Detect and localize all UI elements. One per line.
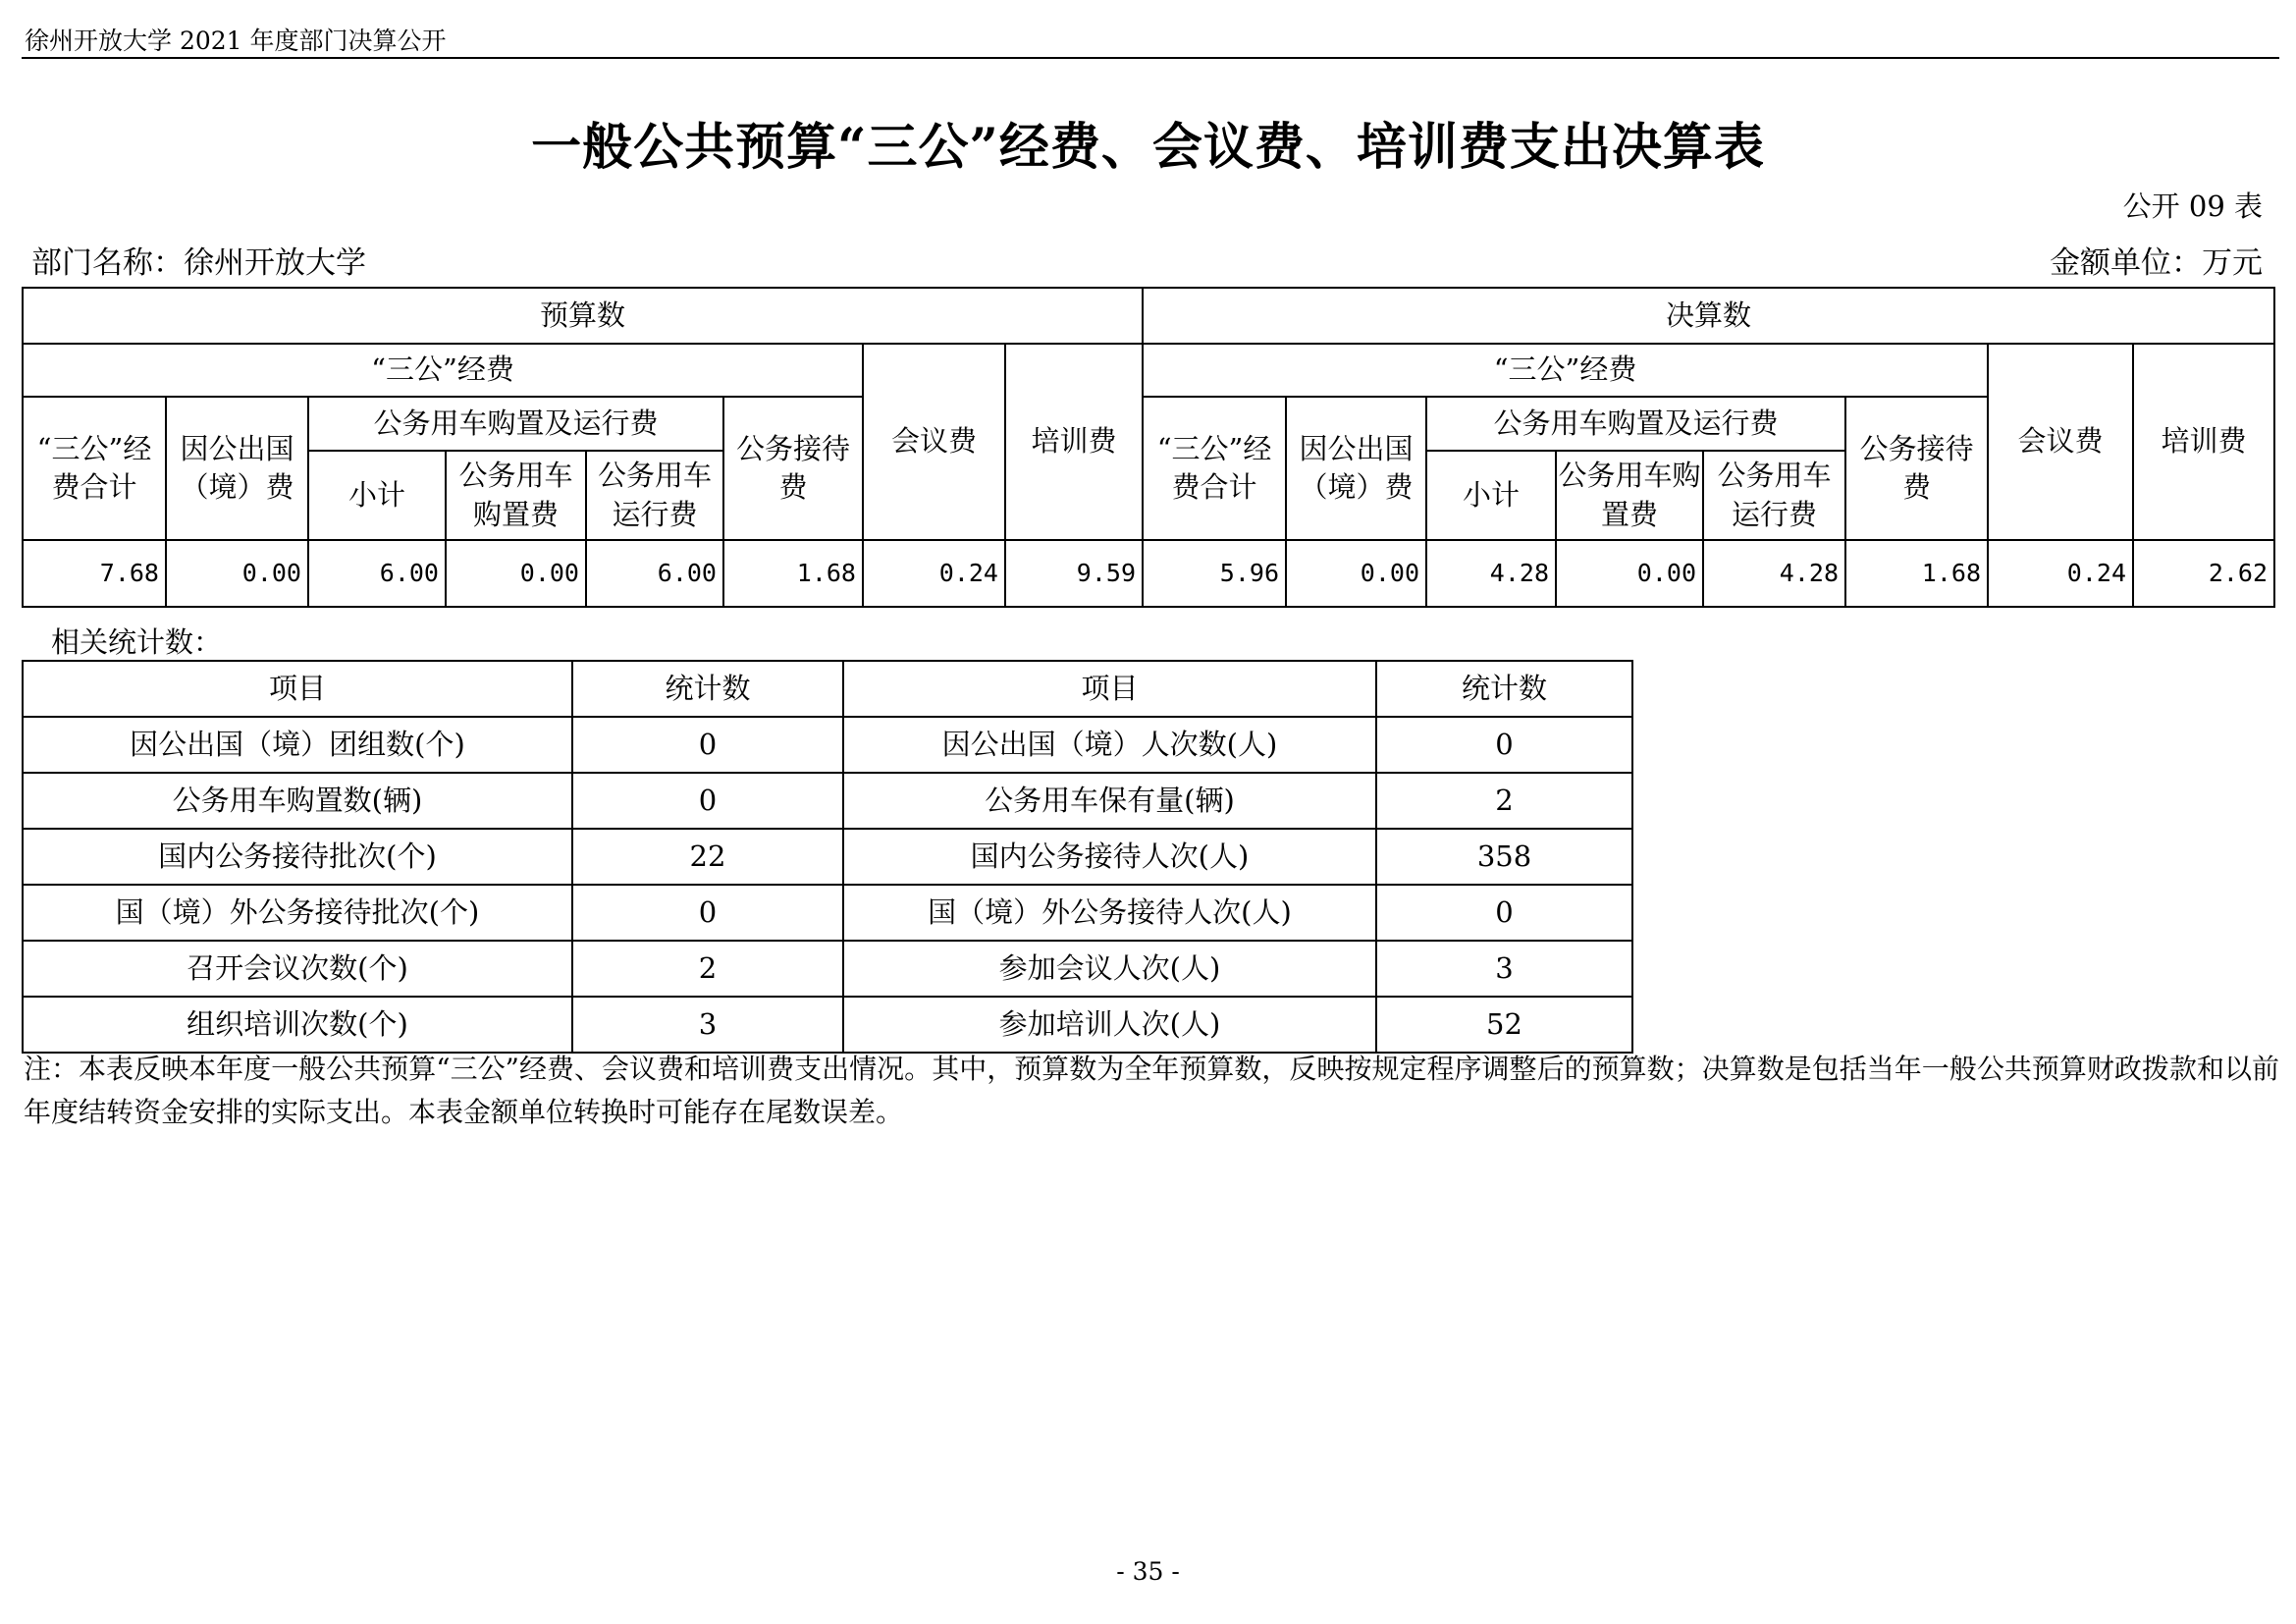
values-row	[23, 540, 2274, 607]
stats-count: 2	[572, 941, 843, 997]
page-number: - 35 -	[1116, 1557, 1180, 1586]
budget-overseas-value: 0.00	[166, 540, 308, 607]
budget-three-public-header: “三公”经费	[23, 344, 863, 397]
stats-count: 22	[572, 829, 843, 885]
stats-row	[23, 997, 1632, 1053]
stats-count: 358	[1376, 829, 1632, 885]
stats-count: 3	[572, 997, 843, 1053]
budget-vehicle-operation-value: 6.00	[586, 540, 723, 607]
stats-count: 0	[572, 717, 843, 773]
stats-label: 相关统计数：	[51, 625, 223, 659]
stats-item: 因公出国（境）人次数(人)	[843, 717, 1376, 773]
budget-three-public-total-header: “三公”经费合计	[23, 397, 166, 540]
stats-row	[23, 829, 1632, 885]
budget-reception-value: 1.68	[723, 540, 863, 607]
final-training-value: 2.62	[2133, 540, 2274, 607]
final-vehicle-header: 公务用车购置及运行费	[1426, 397, 1845, 451]
running-header: 徐州开放大学 2021 年度部门决算公开	[25, 27, 447, 55]
stats-item: 公务用车保有量(辆)	[843, 773, 1376, 829]
footnote: 注：本表反映本年度一般公共预算“三公”经费、会议费和培训费支出情况。其中，预算数为全年预算数，反映按规定程序调整后的预算数；决算数是包括当年一般公共预算财政拨款和以前年度结转资金安排的实际支出。本表金额单位转换时可能存在尾数误差。	[24, 1053, 2279, 1129]
stats-item: 公务用车购置数(辆)	[23, 773, 572, 829]
budget-vehicle-operation-header: 公务用车运行费	[586, 451, 723, 540]
stats-count: 0	[1376, 885, 1632, 941]
amount-unit: 金额单位：万元	[2050, 245, 2263, 281]
stats-table	[22, 660, 1633, 1054]
final-vehicle-purchase-value: 0.00	[1556, 540, 1703, 607]
final-three-public-total-header: “三公”经费合计	[1143, 397, 1286, 540]
budget-three-public-total-value: 7.68	[23, 540, 166, 607]
final-vehicle-operation-value: 4.28	[1703, 540, 1845, 607]
stats-row	[23, 717, 1632, 773]
stats-count: 0	[572, 885, 843, 941]
department-name: 部门名称：徐州开放大学	[31, 245, 366, 281]
budget-vehicle-header: 公务用车购置及运行费	[308, 397, 723, 451]
stats-item: 参加培训人次(人)	[843, 997, 1376, 1053]
final-overseas-value: 0.00	[1286, 540, 1426, 607]
budget-reception-header: 公务接待费	[723, 397, 863, 540]
budget-subtotal-header: 小计	[308, 451, 446, 540]
final-group-header: 决算数	[1143, 288, 2274, 344]
stats-header-count: 统计数	[1376, 661, 1632, 717]
budget-meeting-header: 会议费	[863, 344, 1005, 540]
stats-row	[23, 941, 1632, 997]
final-meeting-value: 0.24	[1988, 540, 2133, 607]
form-number: 公开 09 表	[2122, 189, 2263, 223]
final-vehicle-subtotal-value: 4.28	[1426, 540, 1556, 607]
final-reception-value: 1.68	[1845, 540, 1988, 607]
stats-item: 国内公务接待人次(人)	[843, 829, 1376, 885]
stats-item: 召开会议次数(个)	[23, 941, 572, 997]
budget-vehicle-subtotal-value: 6.00	[308, 540, 446, 607]
final-subtotal-header: 小计	[1426, 451, 1556, 540]
final-overseas-header: 因公出国（境）费	[1286, 397, 1426, 540]
budget-vehicle-purchase-header: 公务用车购置费	[446, 451, 586, 540]
header-rule	[22, 57, 2279, 59]
stats-row	[23, 885, 1632, 941]
final-three-public-total-value: 5.96	[1143, 540, 1286, 607]
budget-vehicle-purchase-value: 0.00	[446, 540, 586, 607]
expenditure-table	[22, 287, 2275, 608]
page-title: 一般公共预算“三公”经费、会议费、培训费支出决算表	[531, 118, 1765, 177]
budget-overseas-header: 因公出国（境）费	[166, 397, 308, 540]
stats-count: 2	[1376, 773, 1632, 829]
stats-item: 因公出国（境）团组数(个)	[23, 717, 572, 773]
stats-count: 0	[1376, 717, 1632, 773]
stats-item: 国（境）外公务接待人次(人)	[843, 885, 1376, 941]
stats-row	[23, 773, 1632, 829]
final-meeting-header: 会议费	[1988, 344, 2133, 540]
stats-item: 参加会议人次(人)	[843, 941, 1376, 997]
stats-count: 52	[1376, 997, 1632, 1053]
final-reception-header: 公务接待费	[1845, 397, 1988, 540]
stats-item: 组织培训次数(个)	[23, 997, 572, 1053]
budget-training-header: 培训费	[1005, 344, 1143, 540]
budget-group-header: 预算数	[23, 288, 1143, 344]
stats-header-count: 统计数	[572, 661, 843, 717]
budget-meeting-value: 0.24	[863, 540, 1005, 607]
stats-count: 3	[1376, 941, 1632, 997]
final-three-public-header: “三公”经费	[1143, 344, 1988, 397]
stats-header-item: 项目	[843, 661, 1376, 717]
budget-training-value: 9.59	[1005, 540, 1143, 607]
stats-header-row	[23, 661, 1632, 717]
final-training-header: 培训费	[2133, 344, 2274, 540]
final-vehicle-purchase-header: 公务用车购置费	[1556, 451, 1703, 540]
stats-item: 国（境）外公务接待批次(个)	[23, 885, 572, 941]
stats-count: 0	[572, 773, 843, 829]
stats-item: 国内公务接待批次(个)	[23, 829, 572, 885]
stats-header-item: 项目	[23, 661, 572, 717]
final-vehicle-operation-header: 公务用车运行费	[1703, 451, 1845, 540]
